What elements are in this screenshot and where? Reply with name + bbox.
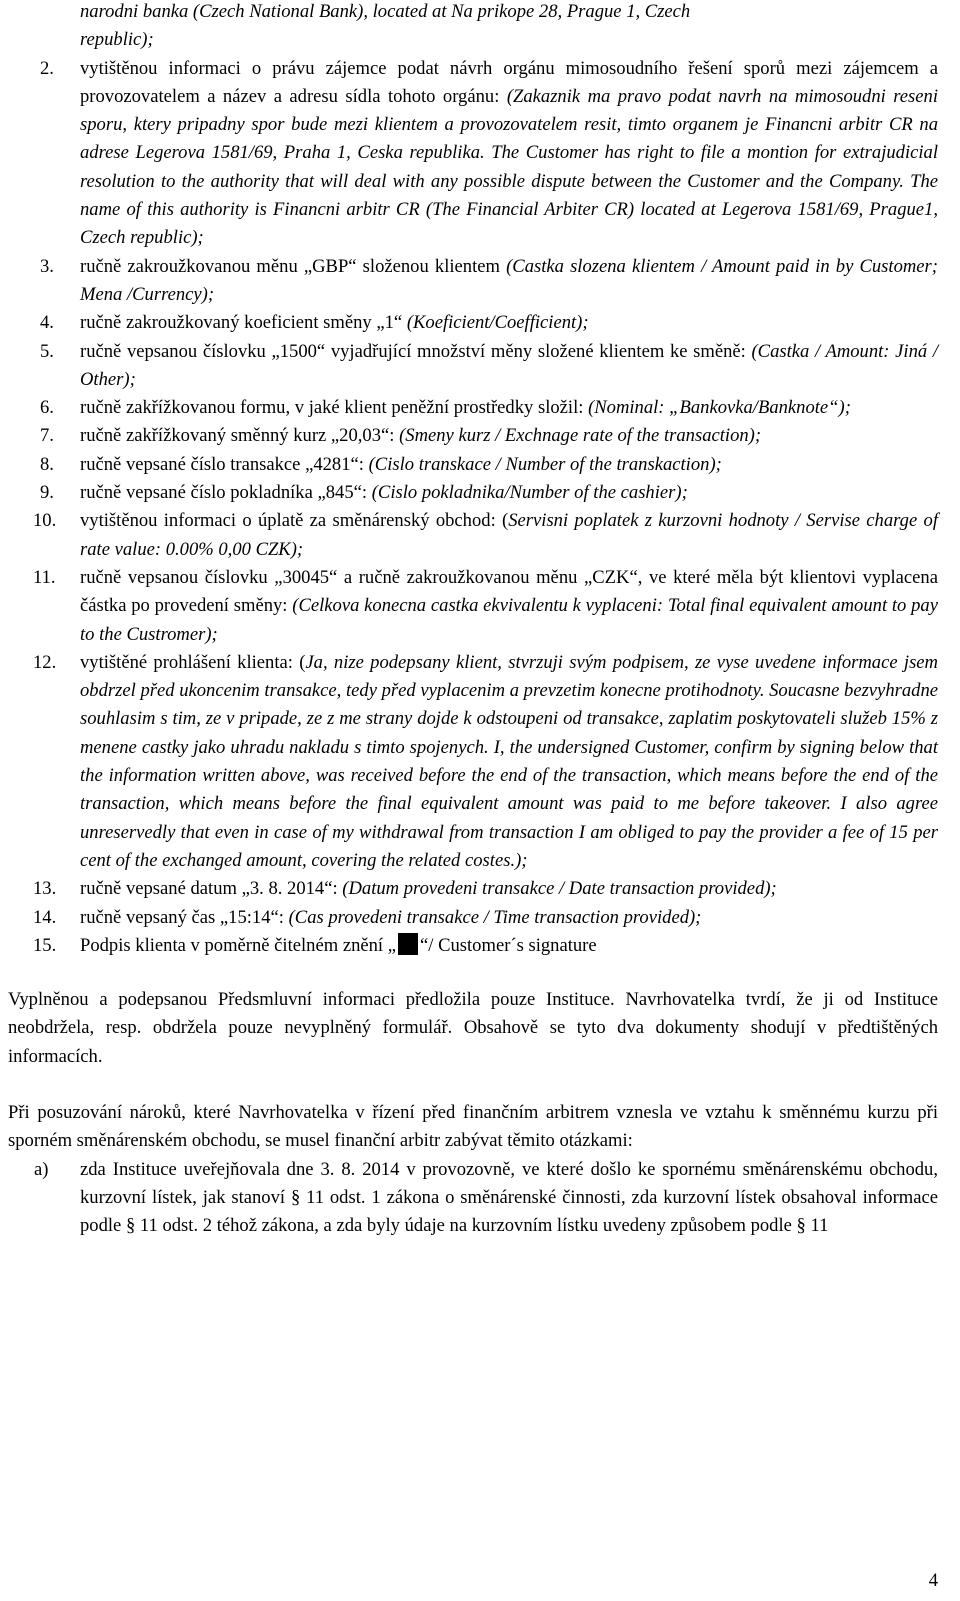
list-item-text: vytištěné prohlášení klienta: ( <box>80 651 306 673</box>
paragraph: Při posuzování nároků, které Navrhovatelka v řízení před finančním arbitrem vznesla ve vztahu k směnnému kurzu při sporném směnárenském obchodu, se musel finanční arbitr zabývat těmito otázkami: <box>8 1101 938 1152</box>
list-item-italic-text: (Datum provedeni transakce / Date transaction provided); <box>342 878 777 900</box>
list-item-italic-text: (Nominal: „Bankovka/Banknote“); <box>588 397 851 419</box>
list-item-text: vytištěnou informaci o úplatě za směnárenský obchod: ( <box>80 510 509 532</box>
list-item <box>8 564 938 649</box>
list-item-number: 9. <box>40 482 54 504</box>
list-item <box>8 253 938 310</box>
continued-item-line-1: narodni banka (Czech National Bank), located at Na prikope 28, Prague 1, Czech <box>80 1 691 22</box>
list-item <box>8 507 938 564</box>
list-item-number: 6. <box>40 397 54 419</box>
question-text: zda Instituce uveřejňovala dne 3. 8. 2014 v provozovně, ve které došlo ke spornému směnárenskému obchodu, kurzovní lístek, jak stanoví § 11 odst. 1 zákona o směnárenské činnosti, zda kurzovní lístek obsahoval informace podle § 11 odst. 2 téhož zákona, a zda byly údaje na kurzovním lístku uvedeny způsobem podle § 11 <box>80 1158 938 1237</box>
list-item-italic-text: (Zakaznik ma pravo podat navrh na mimosoudni reseni sporu, ktery pripadny spor bude mezi klientem a provozovatelem resit, timto organem je Financni arbitr CR na adrese Legerova 1581/69, Praha 1, Ceska republika. The Customer has right to file a montion for extrajudicial resolution to the authority that will deal with any possible dispute between the Customer and the Company. The name of this authority is Financni arbitr CR (The Financial Arbiter CR) located at Legerova 1581/69, Prague1, Czech republic); <box>80 85 938 249</box>
list-item-text: ručně zakroužkovaný koeficient směny „1“ <box>80 312 407 334</box>
list-item-number: 10. <box>33 510 57 532</box>
list-item <box>8 875 938 903</box>
page-number: 4 <box>928 1569 938 1591</box>
list-item-italic-text: (Cas provedeni transakce / Time transaction provided); <box>288 906 702 928</box>
continued-item-line-2: republic); <box>80 29 154 51</box>
list-item-number: 15. <box>33 934 57 956</box>
list-item-text: ručně vepsané datum „3. 8. 2014“: <box>80 878 343 900</box>
list-item <box>8 479 938 507</box>
list-item-15 <box>8 932 938 960</box>
question-item-a <box>8 1156 938 1241</box>
list-item-italic-text: (Celkova konecna castka ekvivalentu k vyplaceni: Total final equivalent amount to pay to the Custromer); <box>80 595 938 645</box>
list-item-italic-text: (Koeficient/Coefficient); <box>406 312 589 334</box>
list-item-number: 3. <box>40 255 54 277</box>
list-item-number: 11. <box>33 566 56 588</box>
list-item-italic-text: (Cislo pokladnika/Number of the cashier); <box>371 482 688 504</box>
paragraph: Vyplněnou a podepsanou Předsmluvní informaci předložila pouze Instituce. Navrhovatelka tvrdí, že ji od Instituce neobdržela, resp. obdržela pouze nevyplněný formulář. Obsahově se tyto dva dokumenty shodují v předtištěných informacích. <box>8 989 938 1067</box>
list-item-text-after: “/ Customer´s signature <box>420 934 597 956</box>
list-item <box>8 422 938 450</box>
list-item-text: ručně zakřížkovaný směnný kurz „20,03“: <box>80 425 400 447</box>
list-item-number: 2. <box>40 57 54 79</box>
list-item-italic-text: (Castka slozena klientem / Amount paid in by Customer; Mena /Currency); <box>80 255 938 305</box>
list-item-text-before: Podpis klienta v poměrně čitelném znění „ <box>80 934 397 956</box>
list-item <box>8 451 938 479</box>
list-item <box>8 904 938 932</box>
list-item-number: 13. <box>33 878 57 900</box>
list-item-text: ručně vepsanou číslovku „30045“ a ručně zakroužkovanou měnu „CZK“, ve které měla být klientovi vyplacena částka po provedení směny: <box>80 566 938 617</box>
list-item-text: ručně vepsanou číslovku „1500“ vyjadřující množství měny složené klientem ke směně: <box>80 340 752 362</box>
list-item-italic-text: Ja, nize podepsany klient, stvrzuji svým podpisem, ze vyse uvedene informace jsem obdrzel před ukoncenim transakce, tedy před vyplacenim a prevzetim konecne protihodnoty. Soucasne bezvyhradne souhlasim s tim, ze v pripade, ze z me strany dojde k odstoupeni od transakce, zaplatim poskytovateli služeb 15% z menene castky jako uhradu nakladu s timto spojenych. I, the undersigned Customer, confirm by signing below that the information written above, was received before the end of the transaction, which means before the end of the transaction, which means before the final equivalent amount was paid to me before takeover. I also agree unreservedly that even in case of my withdrawal from transaction I am obliged to pay the provider a fee of 15 per cent of the exchanged amount, covering the related costes.); <box>80 651 938 871</box>
list-item-text: vytištěnou informaci o právu zájemce podat návrh orgánu mimosoudního řešení sporů mezi zájemcem a provozovatelem a název a adresu sídla tohoto orgánu: <box>80 57 938 107</box>
list-item-text: ručně zakroužkovanou měnu „GBP“ složenou klientem <box>80 255 507 277</box>
list-item-italic-text: (Smeny kurz / Exchnage rate of the transaction); <box>399 425 762 447</box>
list-item-number: 7. <box>40 425 54 447</box>
list-item-italic-text: (Castka / Amount: Jiná / Other); <box>80 340 938 390</box>
list-item <box>8 55 938 253</box>
list-item-italic-text: Servisni poplatek z kurzovni hodnoty / Servise charge of rate value: 0.00% 0,00 CZK); <box>80 510 938 560</box>
numbered-list <box>8 55 938 932</box>
list-item-number: 12. <box>33 651 57 673</box>
list-item <box>8 309 938 337</box>
list-item-italic-text: (Cislo transkace / Number of the transkaction); <box>368 453 722 475</box>
list-item <box>8 338 938 395</box>
list-item-number: 5. <box>40 340 54 362</box>
list-item-number: 8. <box>40 453 54 475</box>
list-item-number: 4. <box>40 312 54 334</box>
list-item-text: ručně vepsané číslo pokladníka „845“: <box>80 482 372 504</box>
question-marker: a) <box>34 1158 49 1180</box>
list-item <box>8 394 938 422</box>
continued-list-item <box>8 0 938 55</box>
list-item-text: ručně zakřížkovanou formu, v jaké klient peněžní prostředky složil: <box>80 397 589 419</box>
list-item-text: ručně vepsaný čas „15:14“: <box>80 906 289 928</box>
list-item <box>8 649 938 875</box>
list-item-number: 14. <box>33 906 57 928</box>
list-item-text: ručně vepsané číslo transakce „4281“: <box>80 453 369 475</box>
redaction-box <box>398 933 418 955</box>
